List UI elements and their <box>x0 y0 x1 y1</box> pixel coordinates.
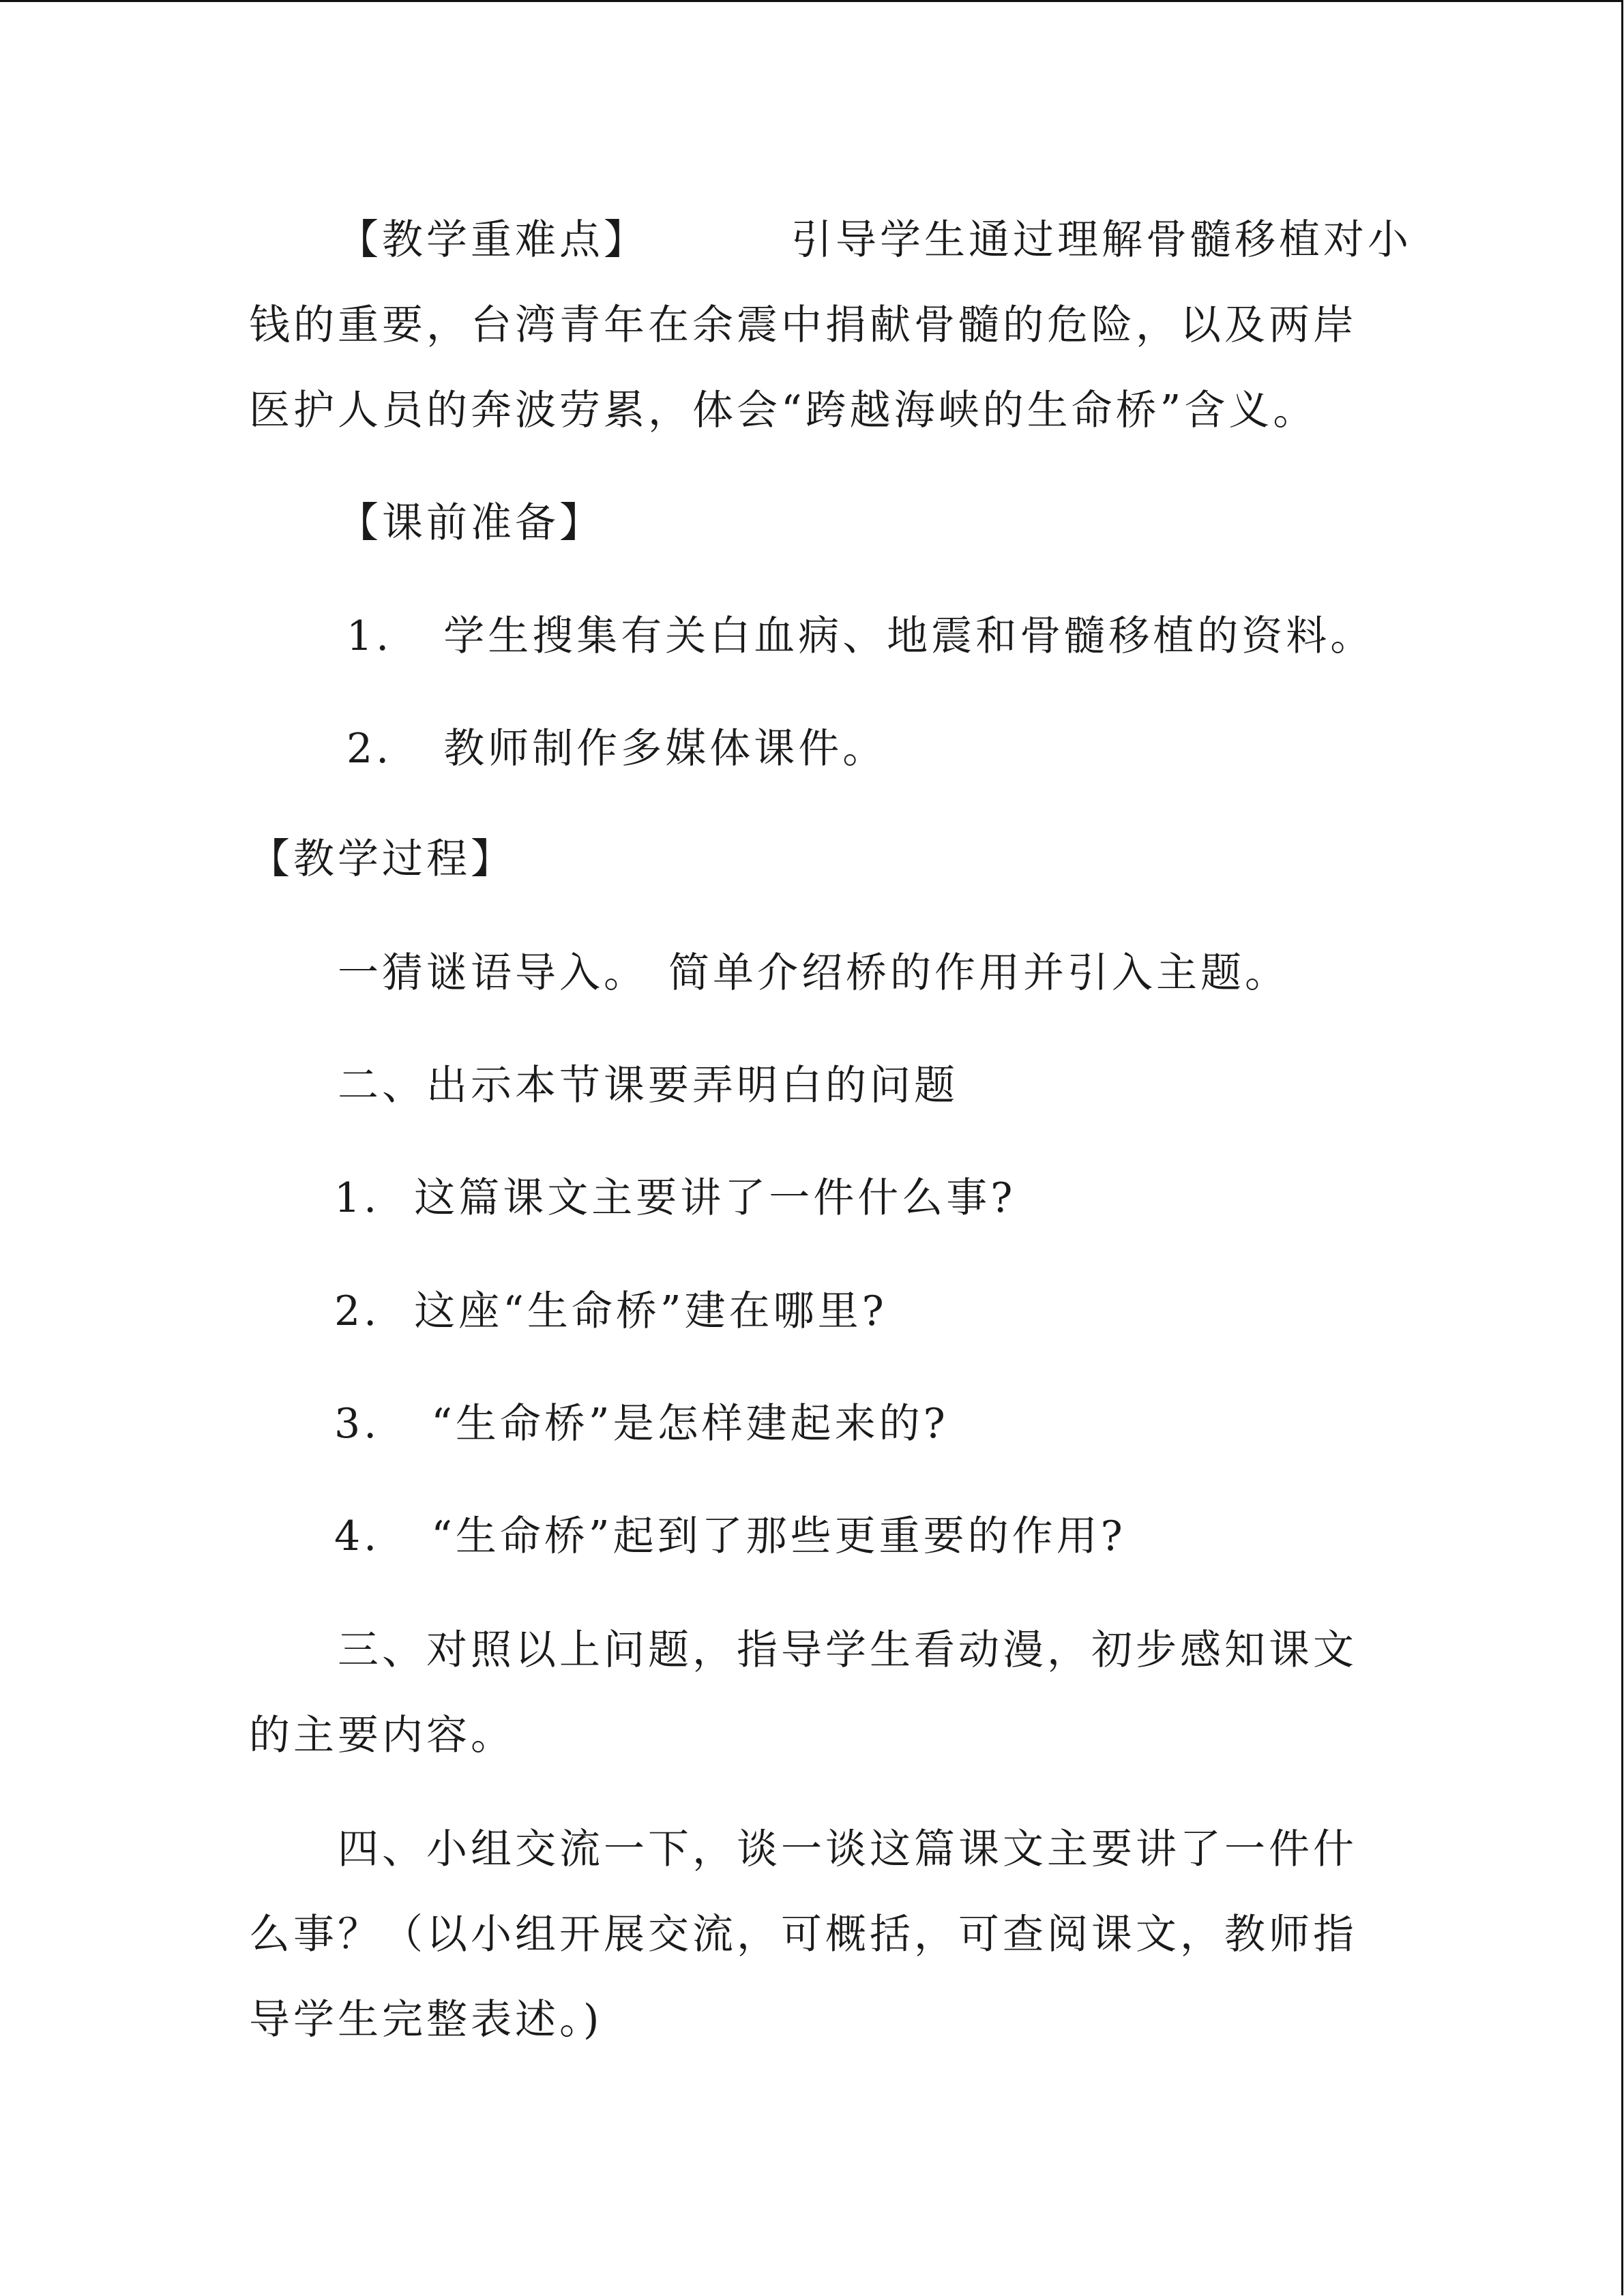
difficulty-line-3: 医护人员的奔波劳累，体会“跨越海峡的生命桥”含义。 <box>249 387 1318 434</box>
process-step-4-line-2: 么事？（以小组开展交流，可概括，可查阅课文，教师指 <box>249 1911 1357 1958</box>
question-text: “生命桥”是怎样建起来的? <box>431 1400 949 1448</box>
question-text: 这篇课文主要讲了一件什么事? <box>414 1174 1016 1222</box>
question-number: 3. <box>334 1400 381 1448</box>
preparation-item-text: 学生搜集有关白血病、地震和骨髓移植的资料。 <box>443 612 1375 660</box>
difficulty-line-1 <box>338 213 1412 267</box>
difficulty-heading: 【教学重难点】 <box>338 216 648 264</box>
question-1 <box>334 1171 1016 1225</box>
process-step-3-line-1: 三、对照以上问题，指导学生看动漫，初步感知课文 <box>338 1626 1357 1674</box>
question-4 <box>334 1509 1126 1564</box>
step-1-text: 简单介绍桥的作用并引入主题。 <box>668 949 1289 997</box>
process-step-1 <box>338 946 1289 1000</box>
process-step-4-line-1: 四、小组交流一下，谈一谈这篇课文主要讲了一件什 <box>338 1825 1357 1873</box>
preparation-item-2 <box>346 721 887 776</box>
difficulty-text-1: 引导学生通过理解骨髓移植对小 <box>791 216 1412 264</box>
process-step-4-line-3: 导学生完整表述。) <box>249 1996 603 2044</box>
question-number: 2. <box>334 1287 381 1335</box>
process-step-2: 二、出示本节课要弄明白的问题 <box>338 1062 958 1109</box>
question-number: 1. <box>334 1174 381 1222</box>
question-number: 4. <box>334 1512 381 1560</box>
preparation-item-1 <box>346 609 1374 664</box>
question-text: 这座“生命桥”建在哪里? <box>414 1287 887 1335</box>
process-step-3-line-2: 的主要内容。 <box>249 1712 515 1759</box>
preparation-item-number: 2. <box>346 725 393 773</box>
step-1-title: 一猜谜语导入。 <box>338 949 648 997</box>
preparation-heading: 【课前准备】 <box>338 499 604 547</box>
difficulty-line-2: 钱的重要，台湾青年在余震中捐献骨髓的危险，以及两岸 <box>249 301 1357 349</box>
process-heading: 【教学过程】 <box>249 835 515 883</box>
preparation-item-number: 1. <box>346 612 393 660</box>
preparation-item-text: 教师制作多媒体课件。 <box>443 725 887 773</box>
question-2 <box>334 1284 887 1339</box>
question-text: “生命桥”起到了那些更重要的作用? <box>431 1512 1126 1560</box>
question-3 <box>334 1397 949 1451</box>
